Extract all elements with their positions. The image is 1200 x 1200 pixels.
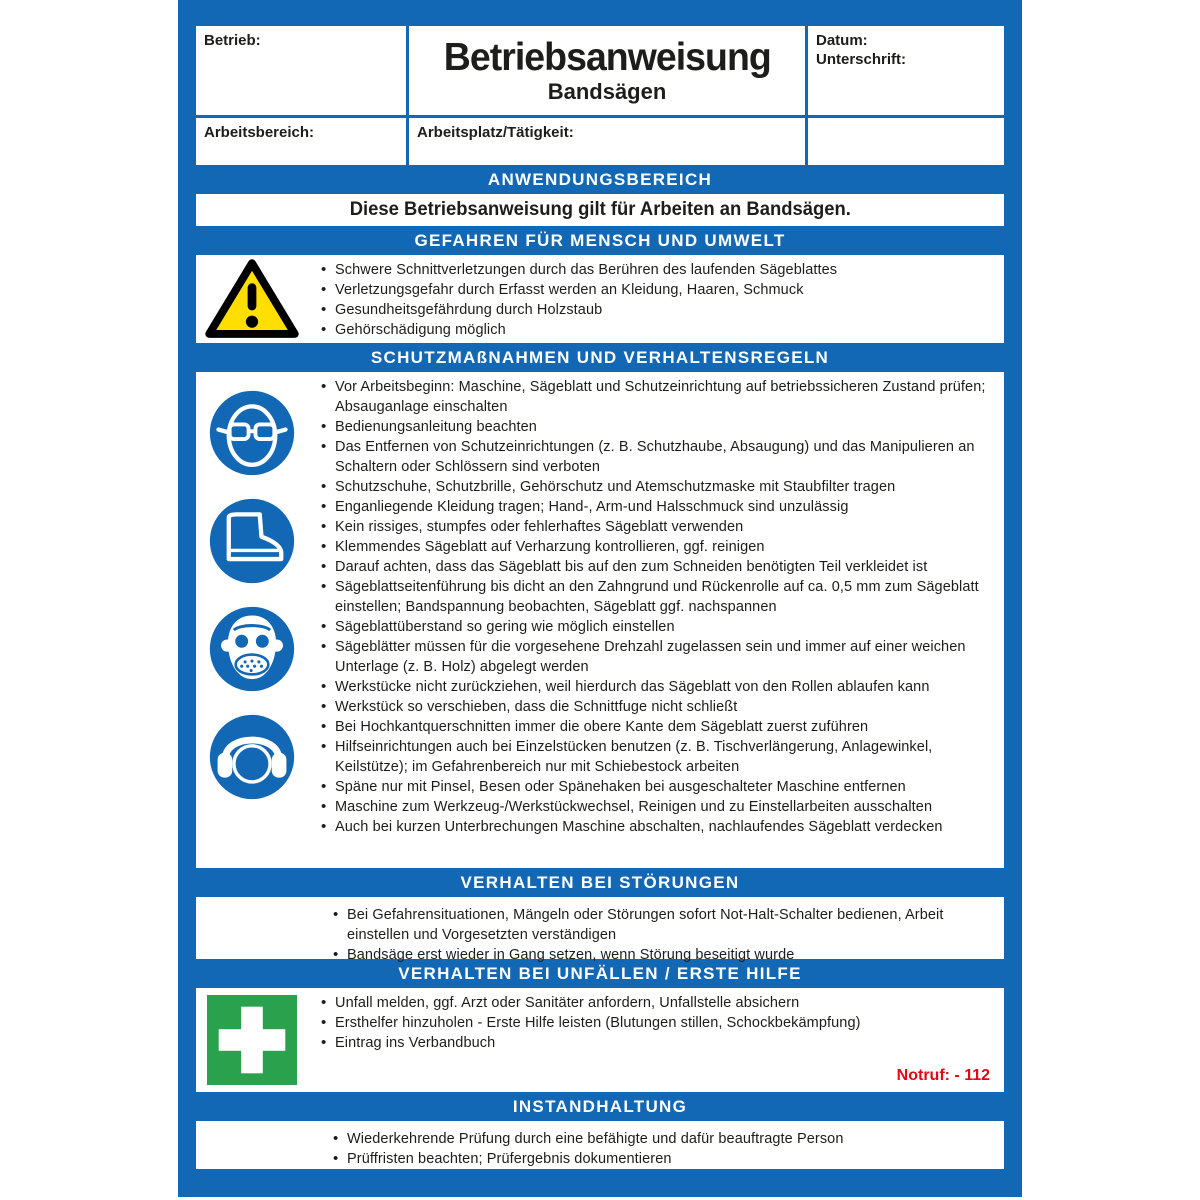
bullet-item: • Maschine zum Werkzeug-/Werkstückwechsel, Reinigen und zu Einstellarbeiten ausschalten (320, 797, 988, 817)
bullet-item: • Wiederkehrende Prüfung durch eine befähigte und dafür beauftragte Person (332, 1129, 968, 1149)
anwendungsbereich-box (196, 194, 1004, 226)
notruf-number: Notruf: - 112 (896, 1067, 990, 1084)
section-heading-stoerungen: VERHALTEN BEI STÖRUNGEN (460, 873, 740, 892)
title-cell (409, 26, 805, 115)
bullet-item: • Das Entfernen von Schutzeinrichtungen (z. B. Schutzhaube, Absaugung) und das Manipulieren an Schaltern oder Schlössern sind verboten (320, 437, 988, 477)
bullet-item: • Werkstücke nicht zurückziehen, weil hierdurch das Sägeblatt von den Rollen ablaufen kann (320, 677, 988, 697)
gefahren-icon-column (196, 255, 308, 343)
section-heading-schutzmassnahmen: SCHUTZMAßNAHMEN UND VERHALTENSREGELN (370, 348, 830, 367)
datum-unterschrift-field (808, 26, 1004, 115)
section-heading-instandhaltung: INSTANDHALTUNG (512, 1097, 688, 1116)
unterschrift-label: Unterschrift: (816, 51, 907, 68)
arbeitsbereich-field (196, 118, 406, 165)
bullet-item: • Bandsäge erst wieder in Gang setzen, wenn Störung beseitigt wurde (332, 945, 968, 965)
bullet-item: • Schwere Schnittverletzungen durch das Berühren des laufenden Sägeblattes (320, 260, 988, 280)
eye-protection-icon (209, 390, 295, 476)
anwendungsbereich-statement: Diese Betriebsanweisung gilt für Arbeiten an Bandsägen. (349, 199, 851, 220)
safety-boot-icon (209, 498, 295, 584)
bullet-item: • Eintrag ins Verbandbuch (320, 1033, 988, 1053)
betrieb-field (196, 26, 406, 115)
bullet-item: • Sägeblattseitenführung bis dicht an den Zahngrund und Rückenrolle auf ca. 0,5 mm zum Sägeblatt einstellen; Bandspannung beobachten, Sägeblatt ggf. nachspannen (320, 577, 988, 617)
gefahren-bullet-list (308, 255, 1004, 343)
bullet-item: • Schutzschuhe, Schutzbrille, Gehörschutz und Atemschutzmaske mit Staubfilter tragen (320, 477, 988, 497)
bullet-item: • Bedienungsanleitung beachten (320, 417, 988, 437)
bullet-item: • Vor Arbeitsbeginn: Maschine, Sägeblatt und Schutzeinrichtung auf betriebssicheren Zustand prüfen; Absauganlage einschalten (320, 377, 988, 417)
bullet-item: • Späne nur mit Pinsel, Besen oder Spänehaken bei ausgeschalteter Maschine entfernen (320, 777, 988, 797)
instandhaltung-bullet-list (320, 1124, 984, 1169)
arbeitsplatz-label: Arbeitsplatz/Tätigkeit: (417, 124, 574, 141)
bullet-item: • Bei Gefahrensituationen, Mängeln oder Störungen sofort Not-Halt-Schalter bedienen, Arbeit einstellen und Vorgesetzten verständigen (332, 905, 968, 945)
betrieb-label: Betrieb: (204, 32, 261, 49)
page-title: Betriebsanweisung (443, 35, 771, 79)
dust-mask-icon (209, 606, 295, 692)
first-aid-cross-icon (207, 995, 297, 1085)
header-grid (196, 26, 1004, 165)
arbeitsbereich-label: Arbeitsbereich: (204, 124, 315, 141)
section-heading-gefahren: GEFAHREN FÜR MENSCH UND UMWELT (414, 231, 786, 250)
section-heading-anwendungsbereich: ANWENDUNGSBEREICH (487, 170, 713, 189)
bullet-item: • Gehörschädigung möglich (320, 320, 988, 340)
bullet-item: • Verletzungsgefahr durch Erfasst werden an Kleidung, Haaren, Schmuck (320, 280, 988, 300)
bullet-item: • Auch bei kurzen Unterbrechungen Maschine abschalten, nachlaufendes Sägeblatt verdecken (320, 817, 988, 837)
page-subtitle: Bandsägen (547, 78, 667, 104)
stoerungen-box (196, 897, 1004, 963)
bullet-item: • Kein rissiges, stumpfes oder fehlerhaftes Sägeblatt verwenden (320, 517, 988, 537)
schutzmassnahmen-bullet-list (308, 372, 1004, 868)
bullet-item: • Enganliegende Kleidung tragen; Hand-, Arm-und Halsschmuck sind unzulässig (320, 497, 988, 517)
bullet-item: • Prüffristen beachten; Prüfergebnis dokumentieren (332, 1149, 968, 1169)
bullet-item: • Bei Hochkantquerschnitten immer die obere Kante dem Sägeblatt zuerst zuführen (320, 717, 988, 737)
erste-hilfe-icon-column (196, 988, 308, 1092)
bullet-item: • Sägeblätter müssen für die vorgesehene Drehzahl zugelassen sein und immer auf einer weichen Unterlage (z. B. Holz) abgelegt werden (320, 637, 988, 677)
instandhaltung-box (196, 1121, 1004, 1169)
bullet-item: • Klemmendes Sägeblatt auf Verharzung kontrollieren, ggf. reinigen (320, 537, 988, 557)
stoerungen-bullet-list (320, 900, 984, 965)
bullet-item: • Ersthelfer hinzuholen - Erste Hilfe leisten (Blutungen stillen, Schockbekämpfung) (320, 1013, 988, 1033)
schutzmassnahmen-box (196, 372, 1004, 868)
erste-hilfe-box (196, 988, 1004, 1092)
ear-protection-icon (209, 714, 295, 800)
empty-field (808, 118, 1004, 165)
bullet-item: • Sägeblattüberstand so gering wie möglich einstellen (320, 617, 988, 637)
betriebsanweisung-poster (178, 0, 1022, 1197)
bullet-item: • Werkstück so verschieben, dass die Schnittfuge nicht schließt (320, 697, 988, 717)
gefahren-box (196, 255, 1004, 343)
bullet-item: • Darauf achten, dass das Sägeblatt bis auf den zum Schneiden benötigten Teil verkleidet ist (320, 557, 988, 577)
arbeitsplatz-field (409, 118, 805, 165)
bullet-item: • Hilfseinrichtungen auch bei Einzelstücken benutzen (z. B. Tischverlängerung, Anlagewinkel, Keilstütze); im Gefahrenbereich nur mit Schiebestock arbeiten (320, 737, 988, 777)
bullet-item: • Gesundheitsgefährdung durch Holzstaub (320, 300, 988, 320)
section-heading-unfaelle: VERHALTEN BEI UNFÄLLEN / ERSTE HILFE (398, 964, 802, 983)
warning-triangle-icon (204, 257, 300, 341)
bullet-item: • Unfall melden, ggf. Arzt oder Sanitäter anfordern, Unfallstelle absichern (320, 993, 988, 1013)
schutzmassnahmen-icon-column (196, 372, 308, 868)
datum-label: Datum: (816, 32, 868, 49)
